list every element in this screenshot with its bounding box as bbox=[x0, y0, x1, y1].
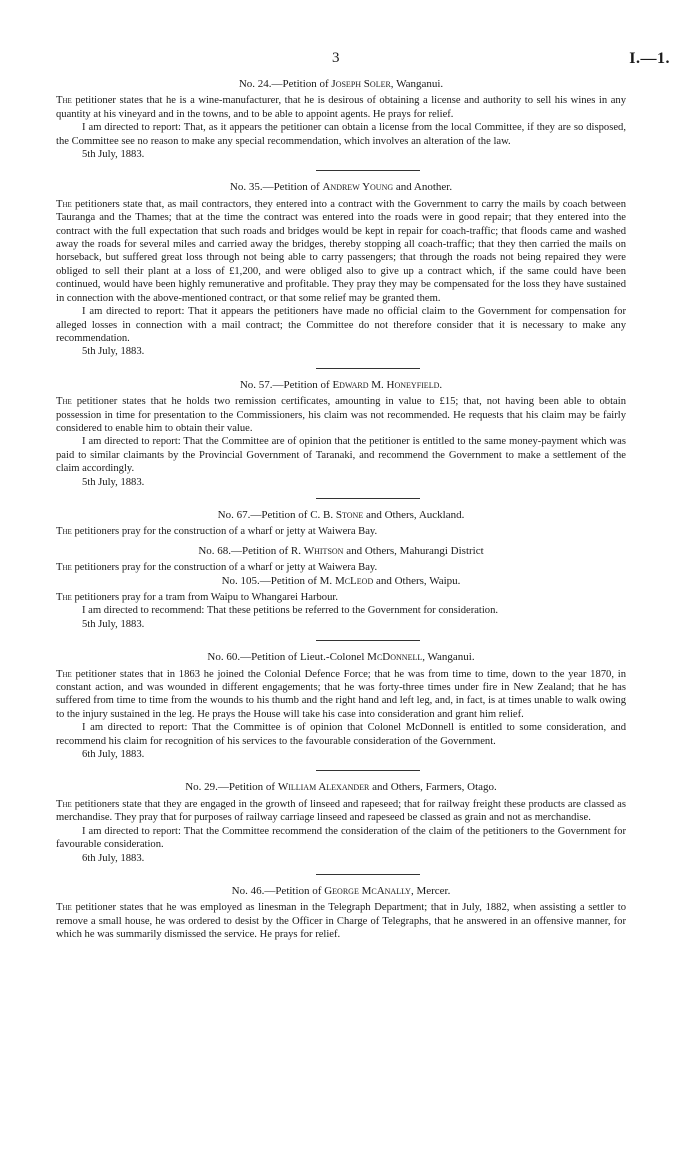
lead-word: The bbox=[56, 396, 72, 408]
petitioner-name: George McAnally bbox=[324, 884, 411, 897]
petition-24 bbox=[56, 78, 626, 161]
title-suffix: and Another. bbox=[393, 181, 453, 194]
committee-report: I am directed to report: That, as it appears the petitioner can obtain a license from the local Committee, if they are so disposed, the Committee see no reason to make any special recommendation, which involves an alteration of the law. bbox=[56, 122, 626, 147]
report-date: 5th July, 1883. bbox=[82, 149, 145, 161]
document-code: I.—1. bbox=[629, 50, 670, 67]
section-divider bbox=[316, 770, 420, 771]
title-suffix: and Others, Mahurangi District bbox=[343, 544, 484, 557]
petition-35 bbox=[56, 181, 626, 358]
petition-body bbox=[56, 94, 626, 121]
petitioner-name: McLeod bbox=[334, 574, 374, 587]
lead-word: The bbox=[56, 798, 72, 810]
title-suffix: , Wanganui. bbox=[422, 651, 475, 664]
petition-body bbox=[56, 525, 626, 538]
committee-report: I am directed to report: That the Committee is of opinion that Colonel McDonnell is entitled to some consideration, and recommend his claim for recognition of his services to the favourable consideration of the Government. bbox=[56, 722, 626, 747]
lead-word: The bbox=[56, 95, 72, 107]
title-prefix: No. 60.—Petition of Lieut.-Colonel bbox=[207, 651, 368, 664]
title-suffix: . bbox=[439, 378, 443, 391]
title-prefix: No. 57.—Petition of bbox=[239, 378, 333, 391]
petition-title bbox=[56, 379, 626, 392]
title-suffix: and Others, Farmers, Otago. bbox=[369, 781, 497, 794]
lead-word: The bbox=[56, 592, 72, 603]
title-prefix: No. 24.—Petition of bbox=[238, 78, 332, 90]
page-number: 3 bbox=[332, 50, 340, 66]
title-prefix: No. 35.—Petition of bbox=[229, 181, 323, 194]
lead-word: The bbox=[56, 526, 72, 538]
title-prefix: No. 105.—Petition of M. bbox=[221, 574, 335, 587]
petitioner-name: Edward M. Honeyfield bbox=[332, 378, 440, 391]
committee-report: I am directed to report: That the Committee are of opinion that the petitioner is entitled to the same money-payment which was paid to similar claimants by the Provincial Government of Taranaki, and recommend the Government to make a settlement of the claim accordingly. bbox=[56, 436, 626, 475]
petition-body bbox=[56, 561, 626, 574]
body-text: petitioner states that he was employed as linesman in the Telegraph Department; that in July, 1882, when assisting a settler to remove a small house, he was ordered to desist by the Officer in Charge of Telegraphs, that he answered in an offensive manner, for which he was summarily dismissed the service. He prays for relief. bbox=[56, 902, 626, 941]
petition-57 bbox=[56, 379, 626, 489]
title-prefix: No. 68.—Petition of R. bbox=[198, 544, 304, 557]
petition-title bbox=[56, 181, 626, 194]
petitioner-name: William Alexander bbox=[277, 781, 370, 794]
petition-body bbox=[56, 395, 626, 435]
page-header bbox=[0, 52, 700, 72]
petitioner-name: Andrew Young bbox=[322, 181, 394, 194]
report-date: 5th July, 1883. bbox=[82, 618, 145, 630]
petition-46 bbox=[56, 885, 626, 942]
body-text: petitioner states that he is a wine-manufacturer, that he is desirous of obtaining a license and authority to sell his wines in any quantity at his vineyard and in the towns, and to be able to appoint agents. He prays for relief. bbox=[56, 95, 626, 120]
lead-word: The bbox=[56, 562, 72, 574]
title-suffix: , Mercer. bbox=[410, 884, 451, 897]
body-text: petitioners state that, as mail contractors, they entered into a contract with the Government to carry the mails by coach between Tauranga and the Thames; that at the time the contract was entered into the roads were in good repair; that they entered into the contract with the full expectation that such roads and bridges would be kept in repair for coach-traffic; that floods came and washed away the roads for several miles and carried away the bridges, thereby stopping all coach-traffic; that they then carried the mails on horseback, but suffered great loss through not being able to carry passengers; that through the roads not being repaired they were obliged to sell their plant at a loss of £1,200, and were obliged also to give up a contract which, if the same could have been continued, would have been highly remunerative and profitable. They pray they may be compensated for the loss they have sustained in connection with the above-mentioned contract, or that some relief may be granted them. bbox=[56, 198, 626, 304]
title-prefix: No. 29.—Petition of bbox=[185, 781, 278, 794]
petition-title bbox=[56, 651, 626, 664]
report-date: 5th July, 1883. bbox=[82, 476, 145, 488]
body-text: petitioners pray for the construction of a wharf or jetty at Waiwera Bay. bbox=[71, 562, 378, 574]
section-divider bbox=[316, 368, 420, 369]
report-date: 6th July, 1883. bbox=[82, 749, 145, 761]
petition-title bbox=[56, 575, 626, 588]
section-divider bbox=[316, 498, 420, 499]
body-text: petitioners pray for a tram from Waipu to Whangarei Harbour. bbox=[71, 592, 338, 603]
petition-title bbox=[56, 78, 626, 91]
title-suffix: , Wanganui. bbox=[390, 78, 444, 90]
petition-body bbox=[56, 591, 626, 604]
section-divider bbox=[316, 170, 420, 171]
page-content bbox=[56, 78, 626, 942]
section-divider bbox=[316, 874, 420, 875]
report-date: 6th July, 1883. bbox=[82, 852, 145, 864]
petition-title bbox=[56, 781, 626, 794]
body-text: petitioner states that he holds two remission certificates, amounting in value to £15; that, not having been able to obtain possession in time for presentation to the Commissioners, his claim was not recommended. He requests that his claim may be fairly considered to enable him to obtain their value. bbox=[56, 396, 626, 434]
petitioner-name: Stone bbox=[335, 508, 364, 521]
petition-body bbox=[56, 798, 626, 825]
title-prefix: No. 46.—Petition of bbox=[231, 884, 325, 897]
committee-report: I am directed to recommend: That these petitions be referred to the Government for consideration. bbox=[82, 605, 499, 617]
body-text: petitioners state that they are engaged in the growth of linseed and rapeseed; that for railway freight these products are classed as merchandise. They pray that for purposes of railway carriage linseed and rapeseed be classed as grain and not as merchandise. bbox=[56, 798, 626, 824]
committee-report: I am directed to report: That the Committee recommend the consideration of the claim of the petitioners to the Government for favourable consideration. bbox=[56, 825, 626, 851]
lead-word: The bbox=[56, 668, 72, 680]
lead-word: The bbox=[56, 198, 72, 210]
petition-60 bbox=[56, 651, 626, 761]
petition-body bbox=[56, 901, 626, 941]
lead-word: The bbox=[56, 902, 72, 914]
petition-title bbox=[56, 545, 626, 558]
petition-title bbox=[56, 509, 626, 522]
petitioner-name: Whitson bbox=[303, 544, 344, 557]
petition-title bbox=[56, 885, 626, 898]
title-suffix: and Others, Auckland. bbox=[363, 508, 465, 521]
committee-report: I am directed to report: That it appears the petitioners have made no official claim to the Government for compensation for alleged losses in connection with a mail contract; the Committee do not therefore consider that it is necessary to make any recommendation. bbox=[56, 306, 626, 344]
petition-body bbox=[56, 198, 626, 305]
section-divider bbox=[316, 640, 420, 641]
body-text: petitioners pray for the construction of a wharf or jetty at Waiwera Bay. bbox=[71, 526, 378, 538]
petition-body bbox=[56, 668, 626, 722]
title-prefix: No. 67.—Petition of C. B. bbox=[217, 508, 336, 521]
body-text: petitioner states that in 1863 he joined the Colonial Defence Force; that he was from time to time, down to the year 1870, in constant action, and was wounded in different engagements; that he was forty-three times under fire in New Zealand; that he has suffered from time to time from the wounds to his thumb and the right hand and left leg, and, in fact, is at times unable to walk owing to the injury sustained in the leg. He prays the House will take his case into consideration and grant him relief. bbox=[56, 668, 626, 720]
petition-29 bbox=[56, 781, 626, 864]
petitioner-name: McDonnell bbox=[367, 651, 423, 664]
petition-group-wharf bbox=[56, 509, 626, 631]
petitioner-name: Joseph Soler bbox=[331, 78, 391, 90]
report-date: 5th July, 1883. bbox=[82, 346, 145, 358]
title-suffix: and Others, Waipu. bbox=[373, 574, 461, 587]
